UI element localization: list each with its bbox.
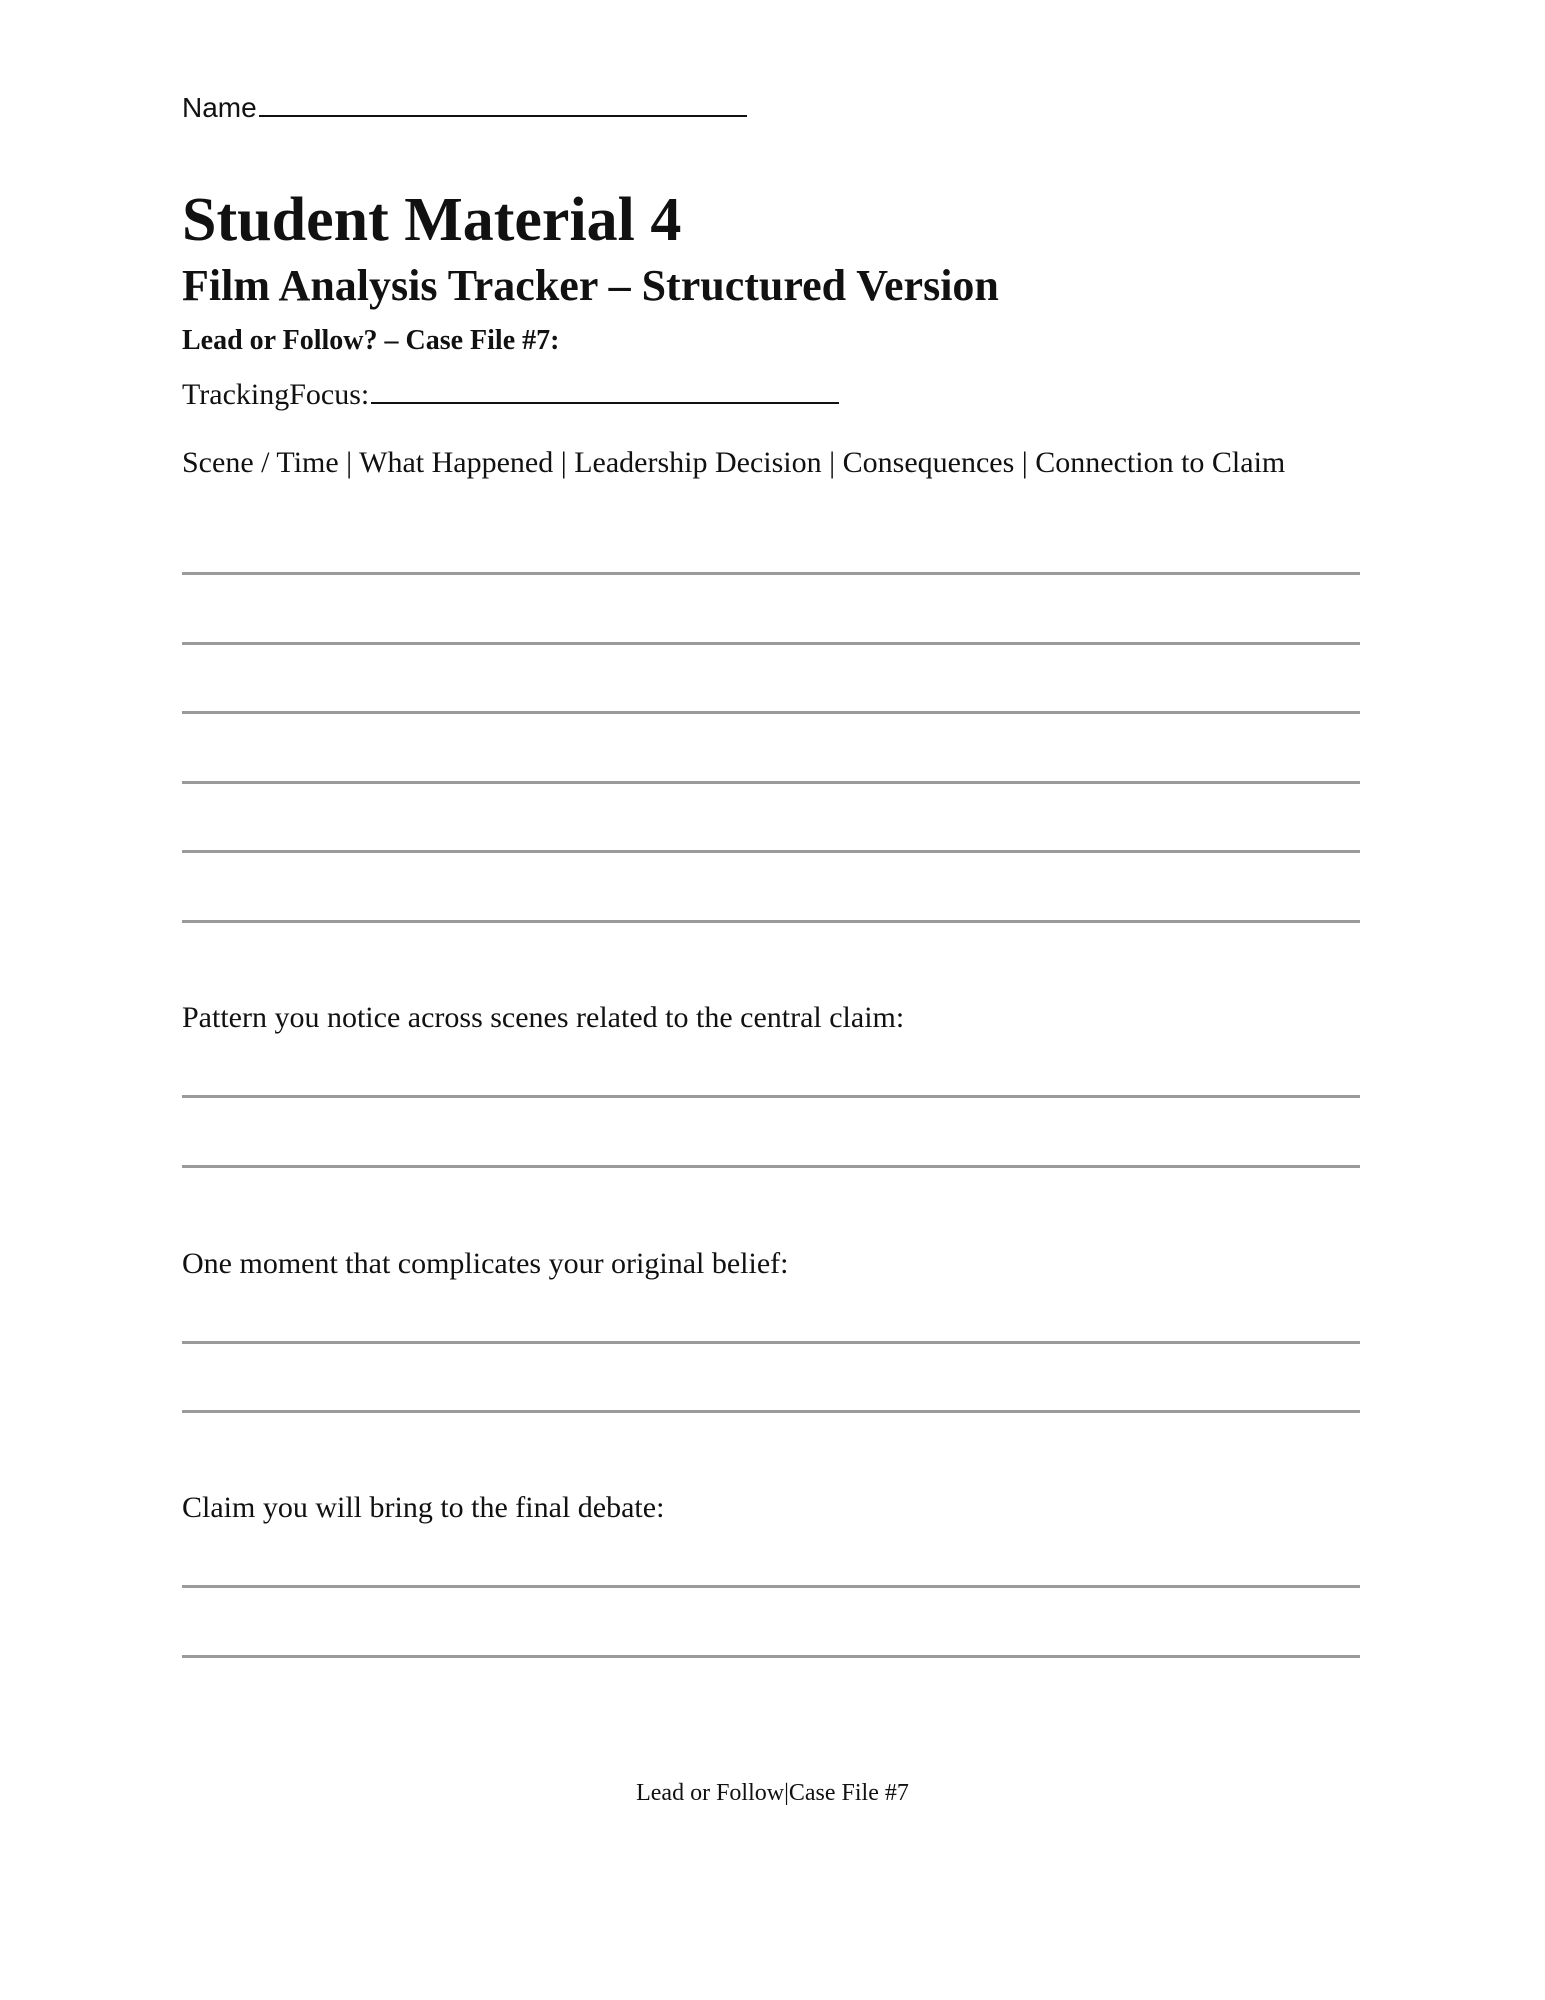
tracker-writing-line-5[interactable] [182,850,1360,853]
name-blank[interactable] [259,115,747,117]
tracker-writing-line-1[interactable] [182,572,1360,575]
tracker-writing-line-4[interactable] [182,781,1360,784]
tracking-focus-blank[interactable] [371,402,839,404]
page-title: Student Material 4 [182,186,682,254]
tracker-columns-header: Scene / Time | What Happened | Leadership Decision | Consequences | Connection to Claim [182,446,1286,479]
claim-writing-line-1[interactable] [182,1585,1360,1588]
page-footer: Lead or Follow|Case File #7 [636,1780,909,1806]
complication-writing-line-1[interactable] [182,1341,1360,1344]
case-file-heading: Lead or Follow? – Case File #7: [182,325,560,356]
claim-writing-line-2[interactable] [182,1655,1360,1658]
pattern-writing-line-2[interactable] [182,1165,1360,1168]
tracking-focus-label: TrackingFocus: [182,378,370,411]
tracker-writing-line-6[interactable] [182,920,1360,923]
name-label: Name [182,92,257,123]
tracker-writing-line-2[interactable] [182,642,1360,645]
claim-prompt: Claim you will bring to the final debate: [182,1491,665,1524]
complication-prompt: One moment that complicates your original belief: [182,1247,789,1280]
pattern-writing-line-1[interactable] [182,1095,1360,1098]
pattern-prompt: Pattern you notice across scenes related to the central claim: [182,1001,905,1034]
tracking-focus-row [182,376,839,414]
tracker-writing-line-3[interactable] [182,711,1360,714]
complication-writing-line-2[interactable] [182,1410,1360,1413]
page-subtitle: Film Analysis Tracker – Structured Version [182,261,999,310]
name-field-row [182,90,747,126]
